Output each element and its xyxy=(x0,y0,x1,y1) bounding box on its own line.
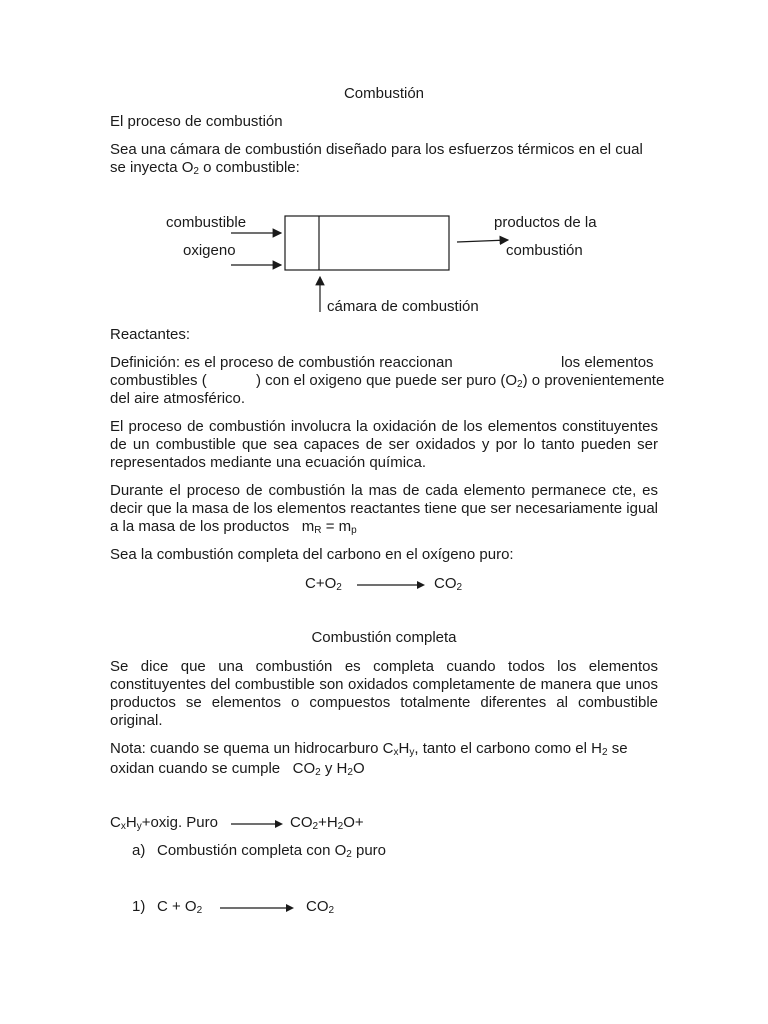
paragraph-masa: Durante el proceso de combustión la mas de cada elemento permanece cte, es decir que la masa de los elementos reactantes tiene que ser necesariamente igual a la masa de los productos $m_R = m_p$ xyxy=(110,482,658,536)
reaction1-rhs: $CO_2$ xyxy=(434,575,463,593)
diagram-input-oxigeno: oxigeno xyxy=(183,242,236,259)
reaction2-lhs: $C_xH_y+oxig$. Puro xyxy=(110,814,218,832)
list-a-text: Combustión completa con $O_2$ puro xyxy=(157,842,387,860)
paragraph-nota: Nota: cuando se quema un hidrocarburo $C_xH_y$, tanto el carbono como el $H_2$ se oxidan cuando se cumple $CO_2$ y $H_2O$ xyxy=(110,740,628,778)
chamber-box xyxy=(285,216,449,270)
list-a-marker: a) xyxy=(132,842,146,859)
reaction2-rhs: $CO_2+H_2O+$ xyxy=(290,814,364,832)
section-heading-proceso: El proceso de combustión xyxy=(110,113,283,130)
paragraph-completa: Se dice que una combustión es completa cuando todos los elementos constituyentes del combustible son oxidados completamente de manera que unos productos se elementos o compuestos totalmente diferentes al combustible original. xyxy=(110,658,658,729)
diagram-output-productos: productos de la xyxy=(494,214,597,231)
mass-equation: $m_R = m_p$ xyxy=(301,518,357,536)
document-title: Combustión xyxy=(343,85,425,102)
reaction1-lhs: $C+O_2$ xyxy=(305,575,342,593)
intro-line-1: Sea una cámara de combustión diseñado para los esfuerzos térmicos en el cual xyxy=(110,141,643,158)
reaction1-arrow xyxy=(355,579,427,591)
list-1-arrow xyxy=(218,902,296,914)
reactantes-heading: Reactantes: xyxy=(110,326,191,343)
reaction2-arrow xyxy=(229,818,285,830)
definition-part-2: los elementos xyxy=(561,354,654,371)
paragraph-carbono: Sea la combustión completa del carbono en el oxígeno puro: xyxy=(110,546,514,563)
productos-arrow xyxy=(457,240,508,242)
list-1-lhs: $C + O_2$ xyxy=(157,898,203,916)
diagram-input-combustible: combustible xyxy=(166,214,247,231)
paragraph-oxidacion: El proceso de combustión involucra la oxidación de los elementos constituyentes de un combustible que sea capaces de ser oxidados y por lo tanto pueden ser representados mediante una ecuación química. xyxy=(110,418,658,471)
combustion-chamber-diagram xyxy=(0,0,768,330)
diagram-chamber-label: cámara de combustión xyxy=(327,298,479,315)
section-heading-completa: Combustión completa xyxy=(311,629,457,646)
definition-part-3: combustibles ( xyxy=(110,372,207,389)
list-1-rhs: $CO_2$ xyxy=(306,898,335,916)
definition-part-6: del aire atmosférico. xyxy=(110,390,246,407)
definition-part-1: Definición: es el proceso de combustión reaccionan xyxy=(110,354,453,371)
intro-line-2: se inyecta $O_2$ o combustible: xyxy=(110,159,300,177)
definition-part-4: ) con el oxigeno que puede ser puro $(O_2)$ o provenientemente xyxy=(256,372,665,390)
list-1-marker: 1) xyxy=(132,898,146,915)
diagram-output-combustion: combustión xyxy=(506,242,583,259)
